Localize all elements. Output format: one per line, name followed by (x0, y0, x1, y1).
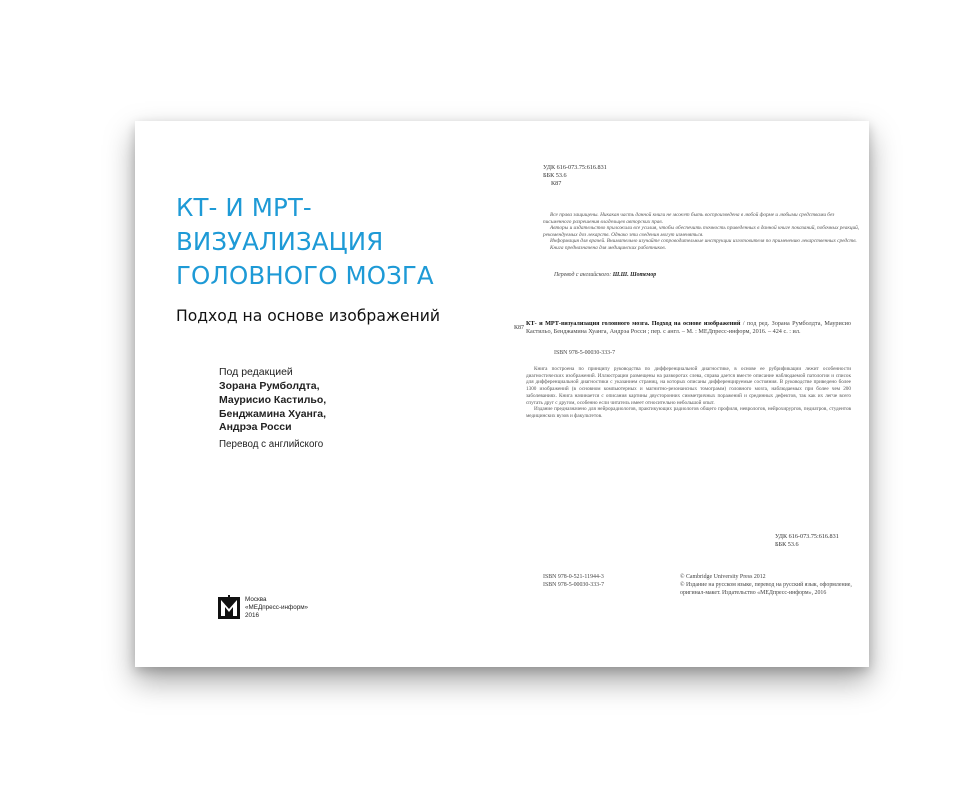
translator-label: Перевод с английского: (554, 272, 612, 278)
title-page (135, 121, 502, 667)
editor-name: Маурисио Кастильо, (219, 394, 327, 406)
copyright-line: © Издание на русском языке, перевод на русский язык, оформление, оригинал-макет. Издательство «МЕДпресс-информ», 2016 (680, 582, 852, 596)
biblio-title: КТ- и МРТ-визуализация головного мозга. Подход на основе изображений (526, 320, 741, 327)
rights-paragraph: Все права защищены. Никакая часть данной книги не может быть воспроизведена в любой форме и любыми средствами без письменного разрешения владельцев авторских прав. (543, 212, 835, 225)
udk-code: УДК 616-073.75:616.831 (543, 164, 607, 171)
publisher-name: «МЕДпресс-информ» (245, 604, 309, 611)
book-annotation (526, 366, 851, 420)
editor-name: Андрэа Росси (219, 421, 292, 433)
rights-paragraph: Авторы и издательство приложили все усилия, чтобы обеспечить точность приведенных в данной книге показаний, побочных реакций, рекомендуемых доз лекарств. Однако эти сведения могут изменяться. (543, 225, 860, 238)
isbn-main: ISBN 978-5-00030-333-7 (554, 350, 616, 356)
publisher-imprint (245, 596, 308, 620)
publisher-logo-icon (218, 595, 240, 619)
rights-notice (543, 212, 863, 252)
translator-line (554, 272, 656, 278)
annotation-paragraph: Книга построена по принципу руководства по дифференциальной диагностике, в основе ее рубрификации лежит особенности диагностических изображений. Иллюстрации размещены на разворотах слева, справа дается вместе описание наблюдаемой патологии и список для дифференциальной диагностики с указанием страниц, на которых описаны дифференцируемые состояния. В руководстве приведено более 1300 изображений (в основном компьютерных и магнитно-резонансных томограмм) головного мозга, наблюдаемых при более чем 200 заболеваниях. Книга начинается с описания картины двусторонних симметричных поражений и срединных дефектов, так как их легче всего спутать друг с другом, особенно если читатель имеет относительно небольшой опыт. (526, 366, 851, 406)
isbn-list (543, 573, 604, 589)
book-subtitle: Подход на основе изображений (176, 307, 440, 325)
book-spread (135, 121, 869, 667)
rights-paragraph: Информация для врачей. Внимательно изучайте сопроводительные инструкции изготовителя по применению лекарственных средств. (550, 238, 857, 245)
book-title-line-1: КТ- И МРТ- (176, 193, 312, 222)
copyright-page (502, 121, 869, 667)
editor-name: Зорана Румболдта, (219, 380, 320, 392)
isbn-entry: ISBN 978-0-521-11944-3 (543, 574, 604, 580)
bbk-code: ББК 53.6 (543, 172, 567, 179)
udk-code-bottom: УДК 616-073.75:616.831 (775, 533, 839, 540)
book-title-line-2: ВИЗУАЛИЗАЦИЯ (176, 227, 384, 256)
translated-from-label: Перевод с английского (219, 439, 324, 450)
editor-name: Бенджамина Хуанга, (219, 408, 327, 420)
isbn-entry: ISBN 978-5-00030-333-7 (543, 582, 605, 588)
biblio-details: / под ред. Зорана Румболдта, Маурисио Кастильо, Бенджамина Хуанга, Андрэа Росси ; пер. с англ. – М. : МЕДпресс-информ, 2016. – 424 с. : ил. (526, 320, 851, 336)
rights-paragraph: Книга предназначена для медицинских работников. (550, 244, 667, 251)
copyright-notice (680, 573, 866, 597)
translator-name: Ш.Ш. Шотемор (612, 272, 657, 278)
biblio-author-mark: К87 (514, 325, 525, 331)
bbk-code-bottom: ББК 53.6 (775, 541, 799, 548)
editors-label: Под редакцией (219, 366, 293, 378)
publisher-city: Москва (245, 596, 267, 603)
annotation-paragraph: Издание предназначено для нейрорадиологов, практикующих радиологов общего профиля, неврологов, нейрохирургов, педиатров, студентов медицинских вузов и факультетов. (526, 406, 851, 419)
copyright-line: © Cambridge University Press 2012 (680, 574, 766, 580)
author-mark: К87 (551, 180, 562, 187)
bibliographic-record (526, 320, 851, 337)
publication-year: 2016 (245, 612, 260, 619)
book-title-line-3: ГОЛОВНОГО МОЗГА (176, 261, 434, 290)
